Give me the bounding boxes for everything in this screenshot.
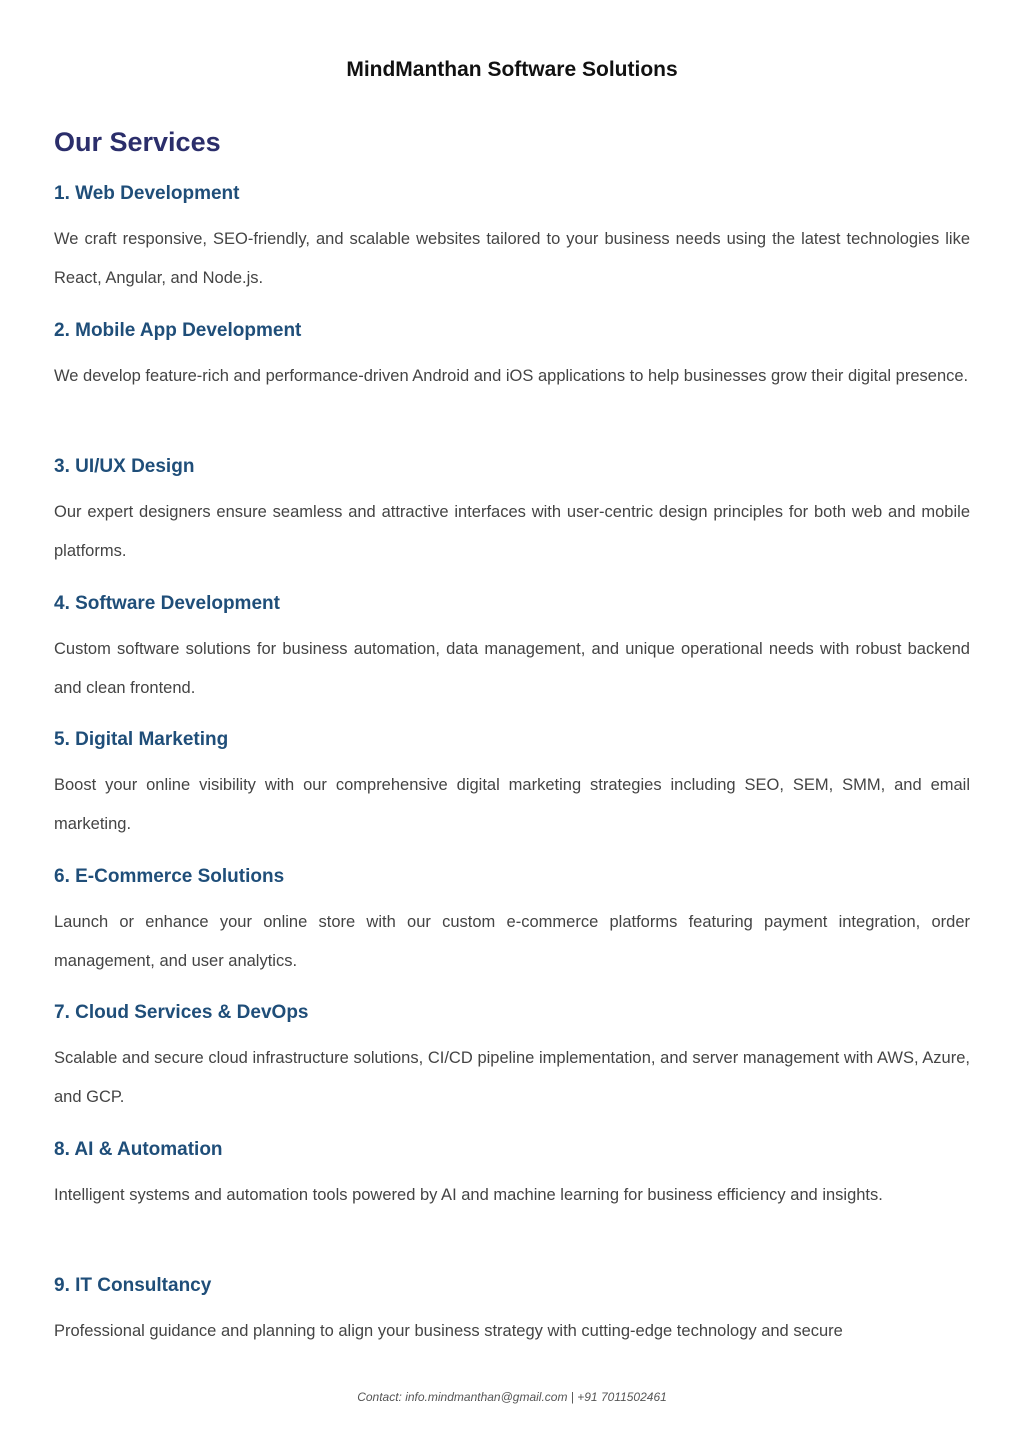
service-item-web-development	[54, 180, 970, 317]
service-item-software-development	[54, 590, 970, 727]
service-heading: 5. Digital Marketing	[54, 729, 229, 750]
company-title: MindManthan Software Solutions	[346, 58, 678, 81]
service-item-ai-automation	[54, 1136, 970, 1273]
service-heading: 4. Software Development	[54, 592, 280, 614]
service-item-mobile-app-development	[54, 317, 970, 454]
service-heading: 7. Cloud Services & DevOps	[54, 1002, 309, 1023]
service-description: Professional guidance and planning to align your business strategy with cutting-edge technology and secure	[54, 1322, 843, 1340]
service-heading: 2. Mobile App Development	[54, 319, 302, 341]
service-item-cloud-services-devops	[54, 999, 970, 1136]
service-heading: 9. IT Consultancy	[54, 1275, 212, 1296]
footer-contact: Contact: info.mindmanthan@gmail.com | +91 7011502461	[357, 1390, 667, 1404]
service-description: We develop feature-rich and performance-driven Android and iOS applications to help businesses grow their digital presence.	[54, 366, 969, 385]
service-heading: 1. Web Development	[54, 183, 240, 204]
service-item-it-consultancy	[54, 1272, 970, 1409]
section-title: Our Services	[54, 127, 221, 157]
service-item-ui-ux-design	[54, 453, 970, 590]
service-description: Intelligent systems and automation tools powered by AI and machine learning for business efficiency and insights.	[54, 1185, 883, 1204]
service-item-digital-marketing	[54, 726, 970, 863]
service-heading: 8. AI & Automation	[54, 1138, 223, 1160]
service-description: We craft responsive, SEO-friendly, and scalable websites tailored to your business needs using the latest technologies like React, Angular, and Node.js.	[54, 230, 970, 287]
service-description: Our expert designers ensure seamless and attractive interfaces with user-centric design principles for both web and mobile platforms.	[54, 503, 970, 560]
service-description: Launch or enhance your online store with our custom e-commerce platforms featuring payment integration, order management, and user analytics.	[54, 912, 970, 970]
service-heading: 6. E-Commerce Solutions	[54, 865, 285, 887]
service-description: Boost your online visibility with our comprehensive digital marketing strategies including SEO, SEM, SMM, and email marketing.	[54, 776, 970, 833]
service-description: Custom software solutions for business automation, data management, and unique operational needs with robust backend and clean frontend.	[54, 639, 970, 697]
services-list	[54, 180, 970, 1409]
service-heading: 3. UI/UX Design	[54, 456, 195, 477]
service-item-e-commerce-solutions	[54, 863, 970, 1000]
service-description: Scalable and secure cloud infrastructure solutions, CI/CD pipeline implementation, and server management with AWS, Azure, and GCP.	[54, 1049, 970, 1106]
